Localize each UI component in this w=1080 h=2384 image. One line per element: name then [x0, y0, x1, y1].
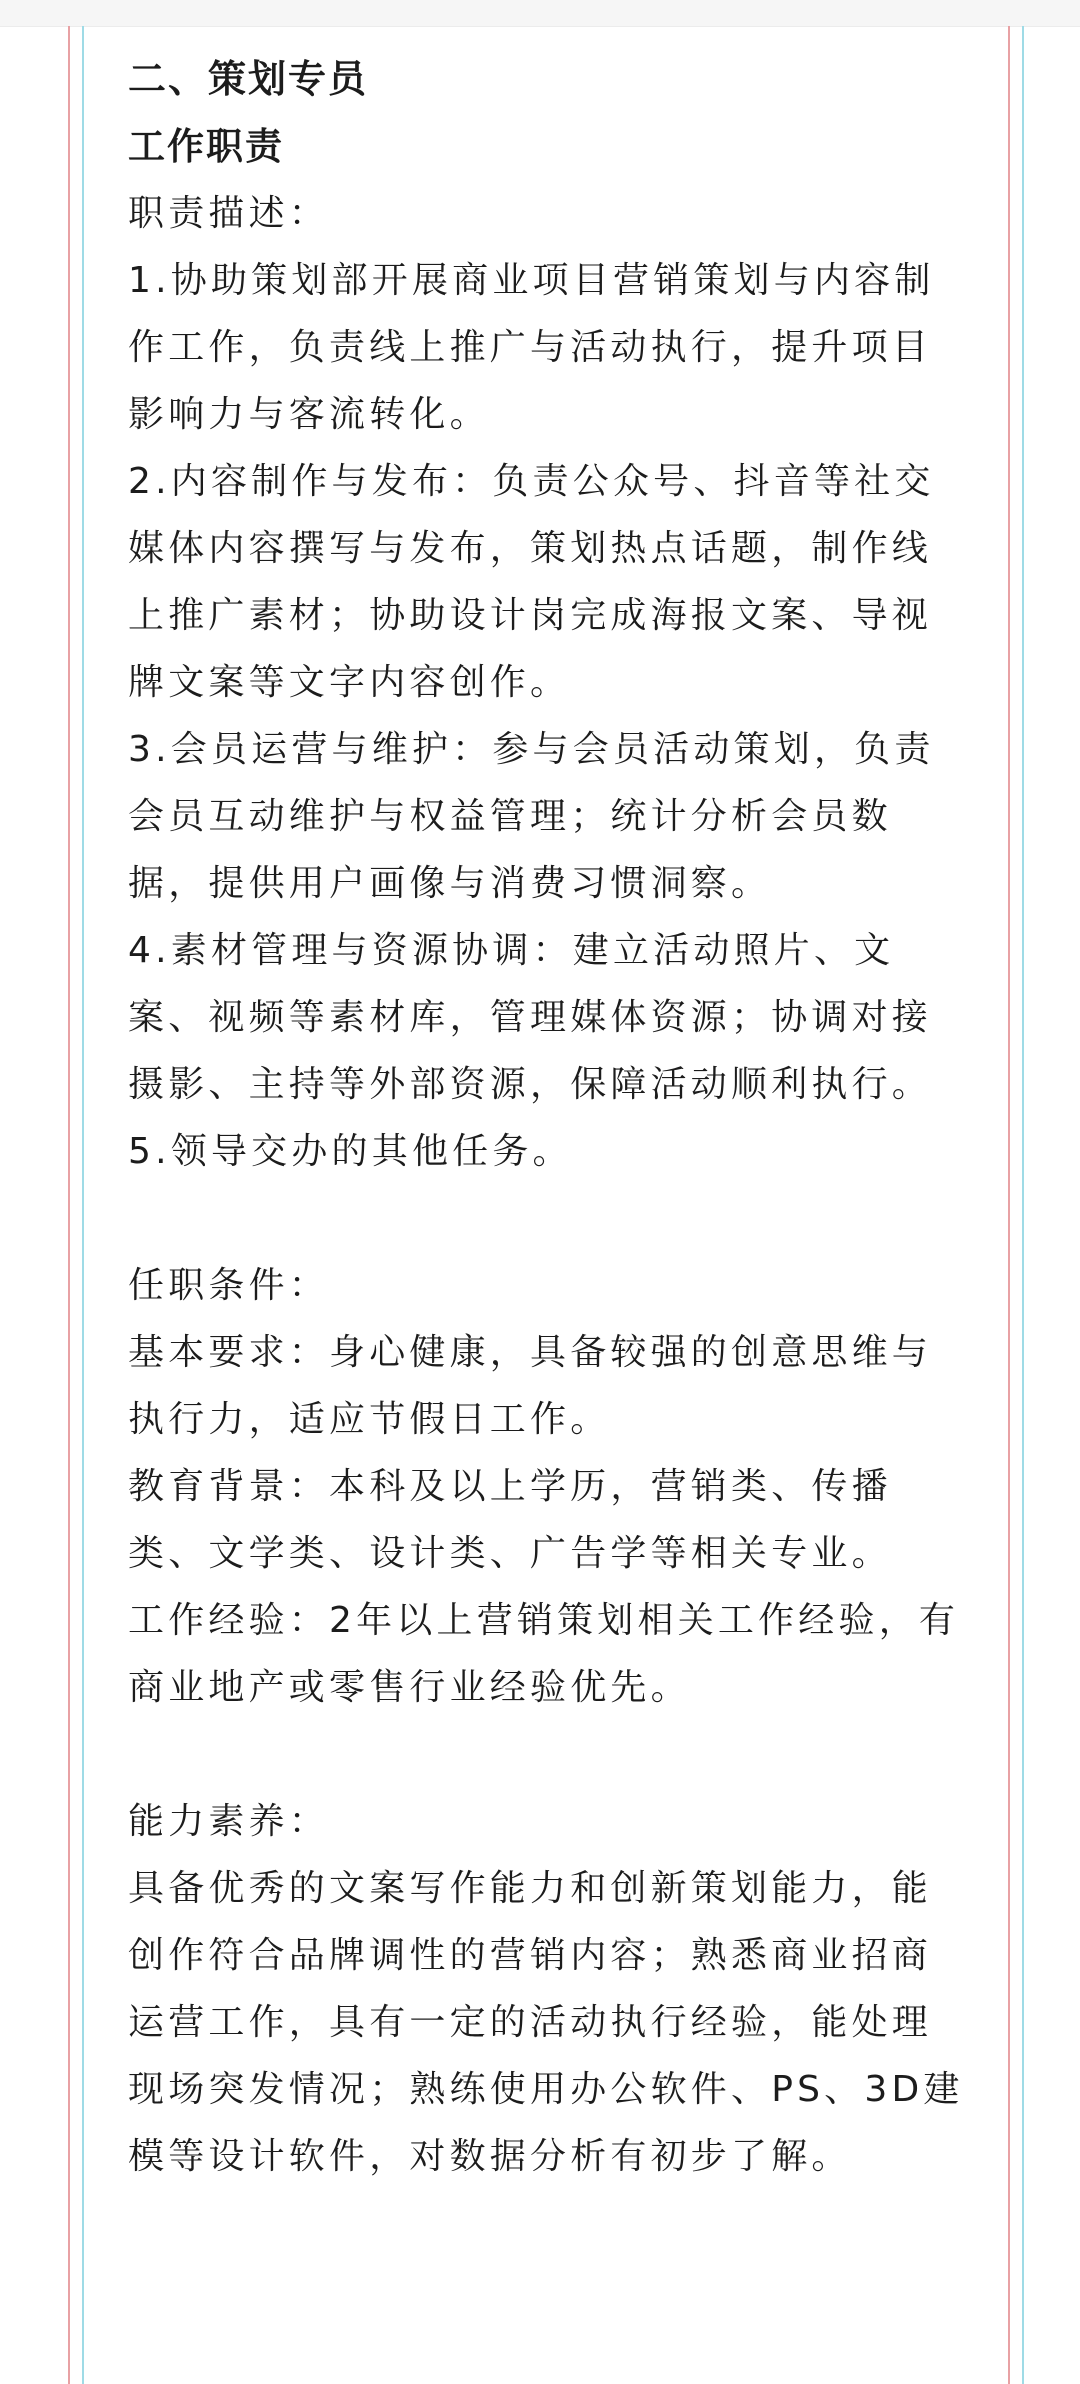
left-margin-red-line [68, 26, 70, 2384]
left-margin-blue-line [82, 26, 84, 2384]
ability-text: 具备优秀的文案写作能力和创新策划能力，能创作符合品牌调性的营销内容；熟悉商业招商运营工作，具有一定的活动执行经验，能处理现场突发情况；熟练使用办公软件、PS、3D建模等设计软件，对数据分析有初步了解。 [128, 1868, 964, 2177]
requirement-education: 教育背景：本科及以上学历，营销类、传播类、文学类、设计类、广告学等相关专业。 [128, 1466, 892, 1574]
document-body [128, 44, 968, 2190]
paragraph-spacer [128, 1721, 968, 1788]
requirements-label: 任职条件： [128, 1265, 330, 1306]
duty-description-label: 职责描述： [128, 193, 330, 234]
right-margin-red-line [1008, 26, 1010, 2384]
paragraph-spacer [128, 1185, 968, 1252]
duty-item-4: 4.素材管理与资源协调：建立活动照片、文案、视频等素材库，管理媒体资源；协调对接摄影、主持等外部资源，保障活动顺利执行。 [128, 930, 933, 1105]
sub-title: 工作职责 [128, 125, 284, 168]
right-margin-blue-line [1022, 26, 1024, 2384]
requirement-basic: 基本要求：身心健康，具备较强的创意思维与执行力，适应节假日工作。 [128, 1332, 933, 1440]
top-strip [0, 0, 1080, 27]
duty-item-3: 3.会员运营与维护：参与会员活动策划，负责会员互动维护与权益管理；统计分析会员数据，提供用户画像与消费习惯洞察。 [128, 729, 935, 904]
duty-item-1: 1.协助策划部开展商业项目营销策划与内容制作工作，负责线上推广与活动执行，提升项目影响力与客流转化。 [128, 260, 935, 435]
ability-label: 能力素养： [128, 1801, 330, 1842]
duty-item-5: 5.领导交办的其他任务。 [128, 1131, 573, 1172]
requirement-experience: 工作经验：2年以上营销策划相关工作经验，有商业地产或零售行业经验优先。 [128, 1600, 960, 1708]
duty-item-2: 2.内容制作与发布：负责公众号、抖音等社交媒体内容撰写与发布，策划热点话题，制作线上推广素材；协助设计岗完成海报文案、导视牌文案等文字内容创作。 [128, 461, 935, 703]
section-title: 二、策划专员 [128, 57, 369, 101]
